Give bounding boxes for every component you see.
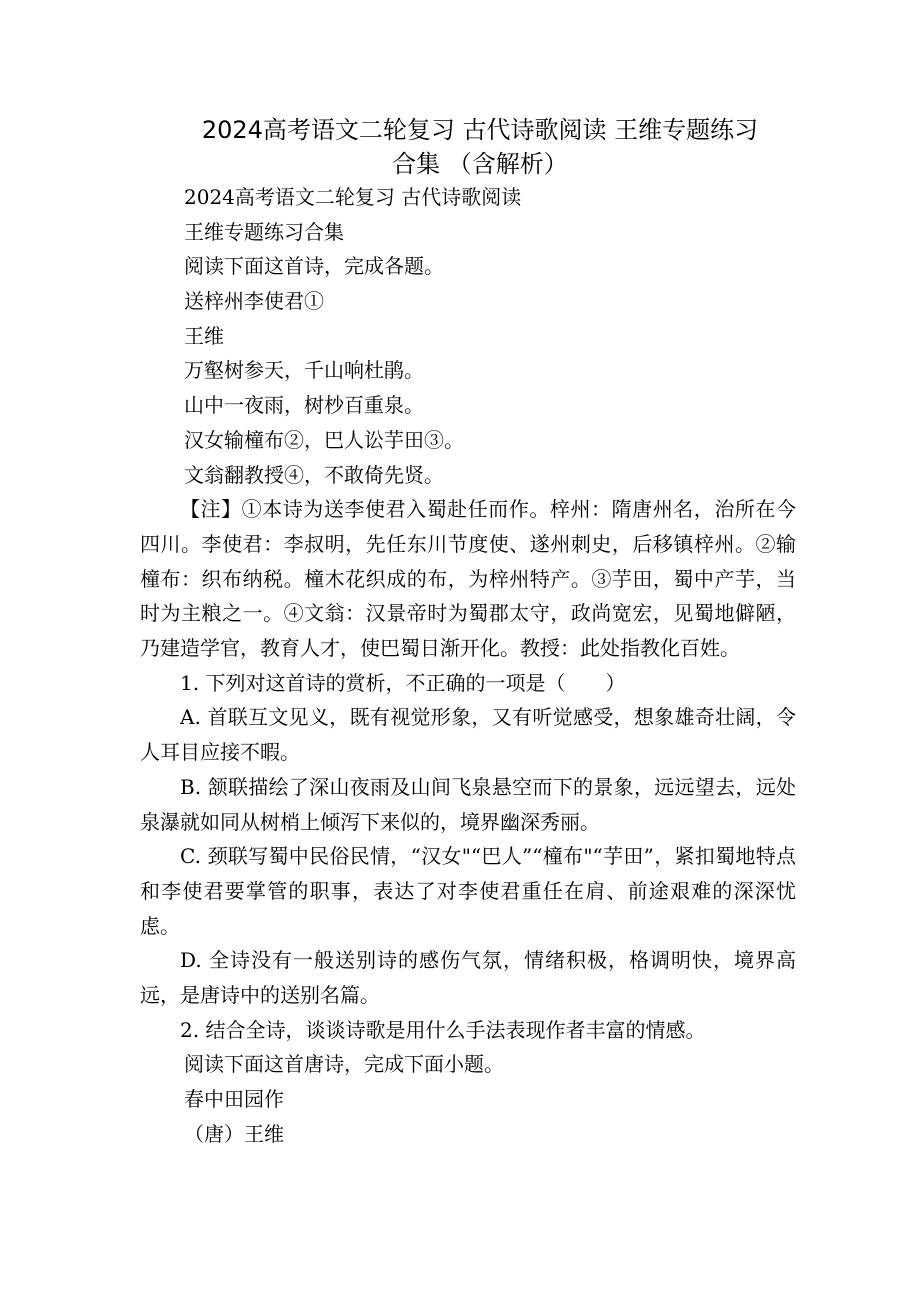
subtitle-line: 2024高考语文二轮复习 古代诗歌阅读	[184, 185, 522, 209]
poem-line: 万壑树参天，千山响杜鹃。	[184, 358, 424, 383]
document-body	[140, 180, 796, 1152]
option-a: A. 首联互文见义，既有视觉形象，又有听觉感受，想象雄奇壮阔，令人耳目应接不暇。	[140, 705, 796, 765]
option-b: B. 颔联描绘了深山夜雨及山间飞泉悬空而下的景象，远远望去，远处泉瀑就如同从树梢上倾泻下来似的，境界幽深秀丽。	[140, 774, 796, 834]
poem-line: 山中一夜雨，树杪百重泉。	[184, 393, 424, 418]
instruction-line: 阅读下面这首诗，完成各题。	[184, 254, 444, 279]
poem-line: 汉女输橦布②，巴人讼芋田③。	[184, 427, 464, 452]
option-d: D. 全诗没有一般送别诗的感伤气氛，情绪积极，格调明快，境界高远，是唐诗中的送别名篇。	[140, 948, 796, 1008]
document-title-line-2: 合集 （含解析）	[392, 150, 568, 178]
poem-note: 【注】①本诗为送李使君入蜀赴任而作。梓州：隋唐州名，治所在今四川。李使君：李叔明，先任东川节度使、遂州刺史，后移镇梓州。②输橦布：织布纳税。橦木花织成的布，为梓州特产。③芋田，蜀中产芋，当时为主粮之一。④文翁：汉景帝时为蜀郡太守，政尚宽宏，见蜀地僻陋，乃建造学官，教育人才，使巴蜀日渐开化。教授：此处指教化百姓。	[140, 497, 796, 660]
poem-title: 春中田园作	[184, 1087, 284, 1112]
question-2: 2. 结合全诗，谈谈诗歌是用什么手法表现作者丰富的情感。	[180, 1017, 706, 1042]
poem-line: 文翁翻教授④，不敢倚先贤。	[184, 462, 444, 487]
option-c: C. 颈联写蜀中民俗民情，“汉女"“巴人”“橦布"“芋田”，紧扣蜀地特点和李使君要掌管的职事，表达了对李使君重任在肩、前途艰难的深深忧虑。	[140, 844, 796, 938]
question-1: 1. 下列对这首诗的赏析，不正确的一项是（ ）	[180, 670, 626, 695]
subtitle-line: 王维专题练习合集	[184, 219, 344, 244]
document-title-line-1: 2024高考语文二轮复习 古代诗歌阅读 王维专题练习	[201, 116, 759, 144]
instruction-line: 阅读下面这首唐诗，完成下面小题。	[184, 1052, 504, 1077]
poem-author: 王维	[184, 323, 224, 348]
poem-author: （唐）王维	[184, 1121, 284, 1146]
poem-title: 送梓州李使君①	[184, 289, 324, 314]
